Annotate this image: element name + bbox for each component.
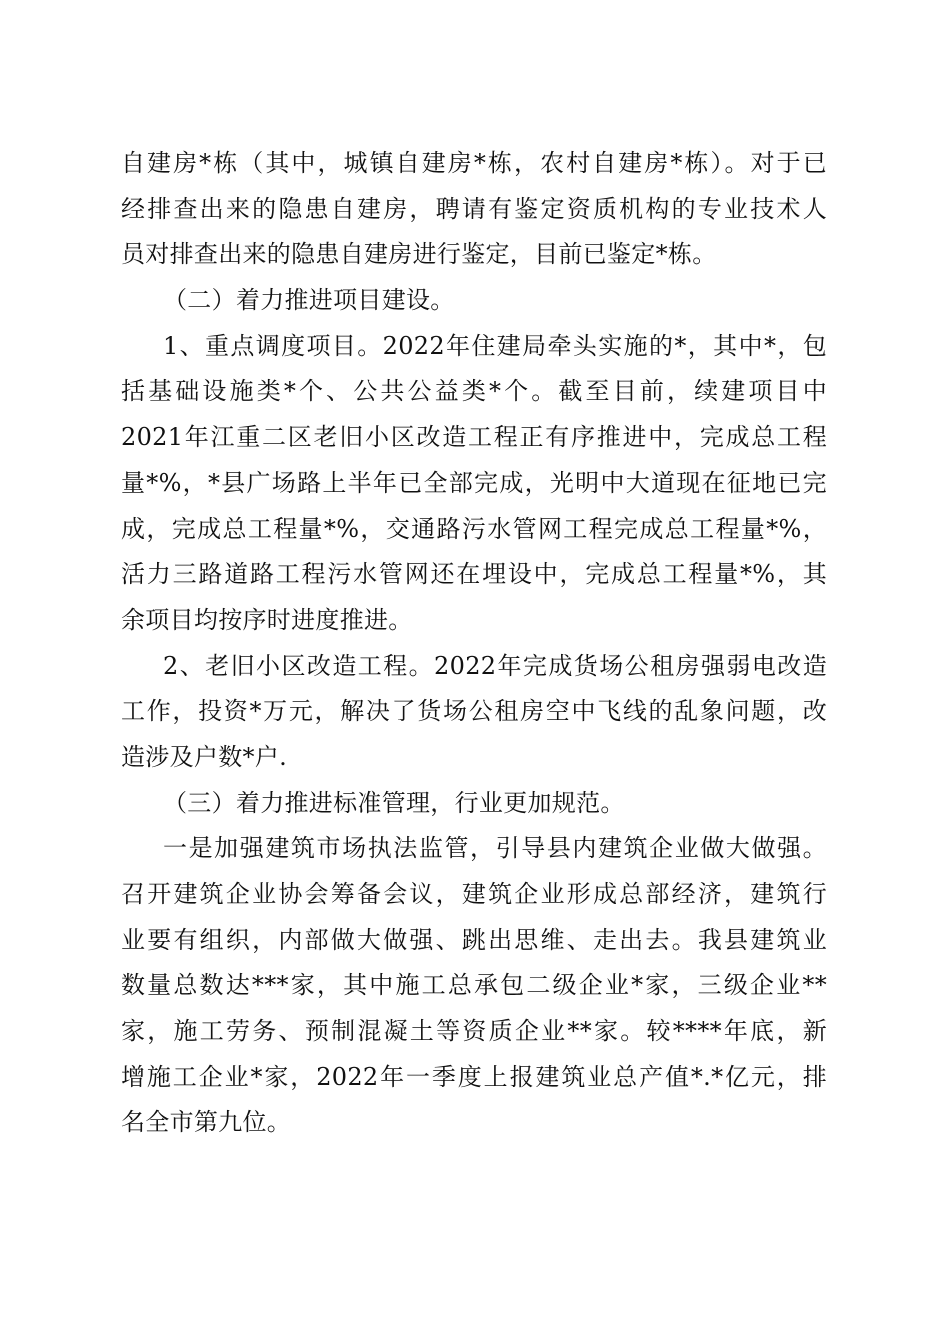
paragraph-line: 名全市第九位。	[121, 1108, 292, 1137]
paragraph-line: 经排查出来的隐患自建房，聘请有鉴定资质机构的专业技术人	[121, 194, 827, 223]
paragraph-line: 业要有组织，内部做大做强、跳出思维、走出去。我县建筑业	[121, 925, 827, 954]
paragraph-line: 员对排查出来的隐患自建房进行鉴定，目前已鉴定*栋。	[121, 240, 717, 269]
paragraph-line: 增施工企业*家，2022年一季度上报建筑业总产值*.*亿元，排	[121, 1062, 827, 1091]
paragraph-line: 2、老旧小区改造工程。2022年完成货场公租房强弱电改造	[163, 651, 827, 680]
paragraph-line: 造涉及户数*户.	[121, 742, 288, 771]
paragraph-line: 家，施工劳务、预制混凝土等资质企业**家。较****年底，新	[121, 1017, 827, 1046]
paragraph-line: 自建房*栋（其中，城镇自建房*栋，农村自建房*栋）。对于已	[121, 149, 827, 177]
paragraph-line: 余项目均按序时进度推进。	[121, 605, 413, 634]
paragraph-line: 召开建筑企业协会筹备会议，建筑企业形成总部经济，建筑行	[121, 880, 827, 908]
paragraph-line: 工作，投资*万元，解决了货场公租房空中飞线的乱象问题，改	[121, 697, 827, 726]
paragraph-line: 成，完成总工程量*%，交通路污水管网工程完成总工程量*%，	[121, 514, 827, 543]
paragraph-line: 2021年江重二区老旧小区改造工程正有序推进中，完成总工程	[121, 423, 827, 452]
paragraph-line: 数量总数达***家，其中施工总承包二级企业*家，三级企业**	[121, 971, 827, 1000]
section-heading: （三）着力推进标准管理，行业更加规范。	[163, 788, 625, 817]
paragraph-line: 1、重点调度项目。2022年住建局牵头实施的*，其中*，包	[163, 331, 827, 360]
paragraph-line: 活力三路道路工程污水管网还在埋设中，完成总工程量*%，其	[121, 560, 827, 589]
document-body	[121, 141, 827, 1146]
section-heading: （二）着力推进项目建设。	[163, 286, 455, 315]
paragraph-line: 括基础设施类*个、公共公益类*个。截至目前，续建项目中	[121, 377, 827, 406]
paragraph-line: 一是加强建筑市场执法监管，引导县内建筑企业做大做强。	[163, 834, 827, 863]
paragraph-line: 量*%，*县广场路上半年已全部完成，光明中大道现在征地已完	[121, 468, 827, 497]
